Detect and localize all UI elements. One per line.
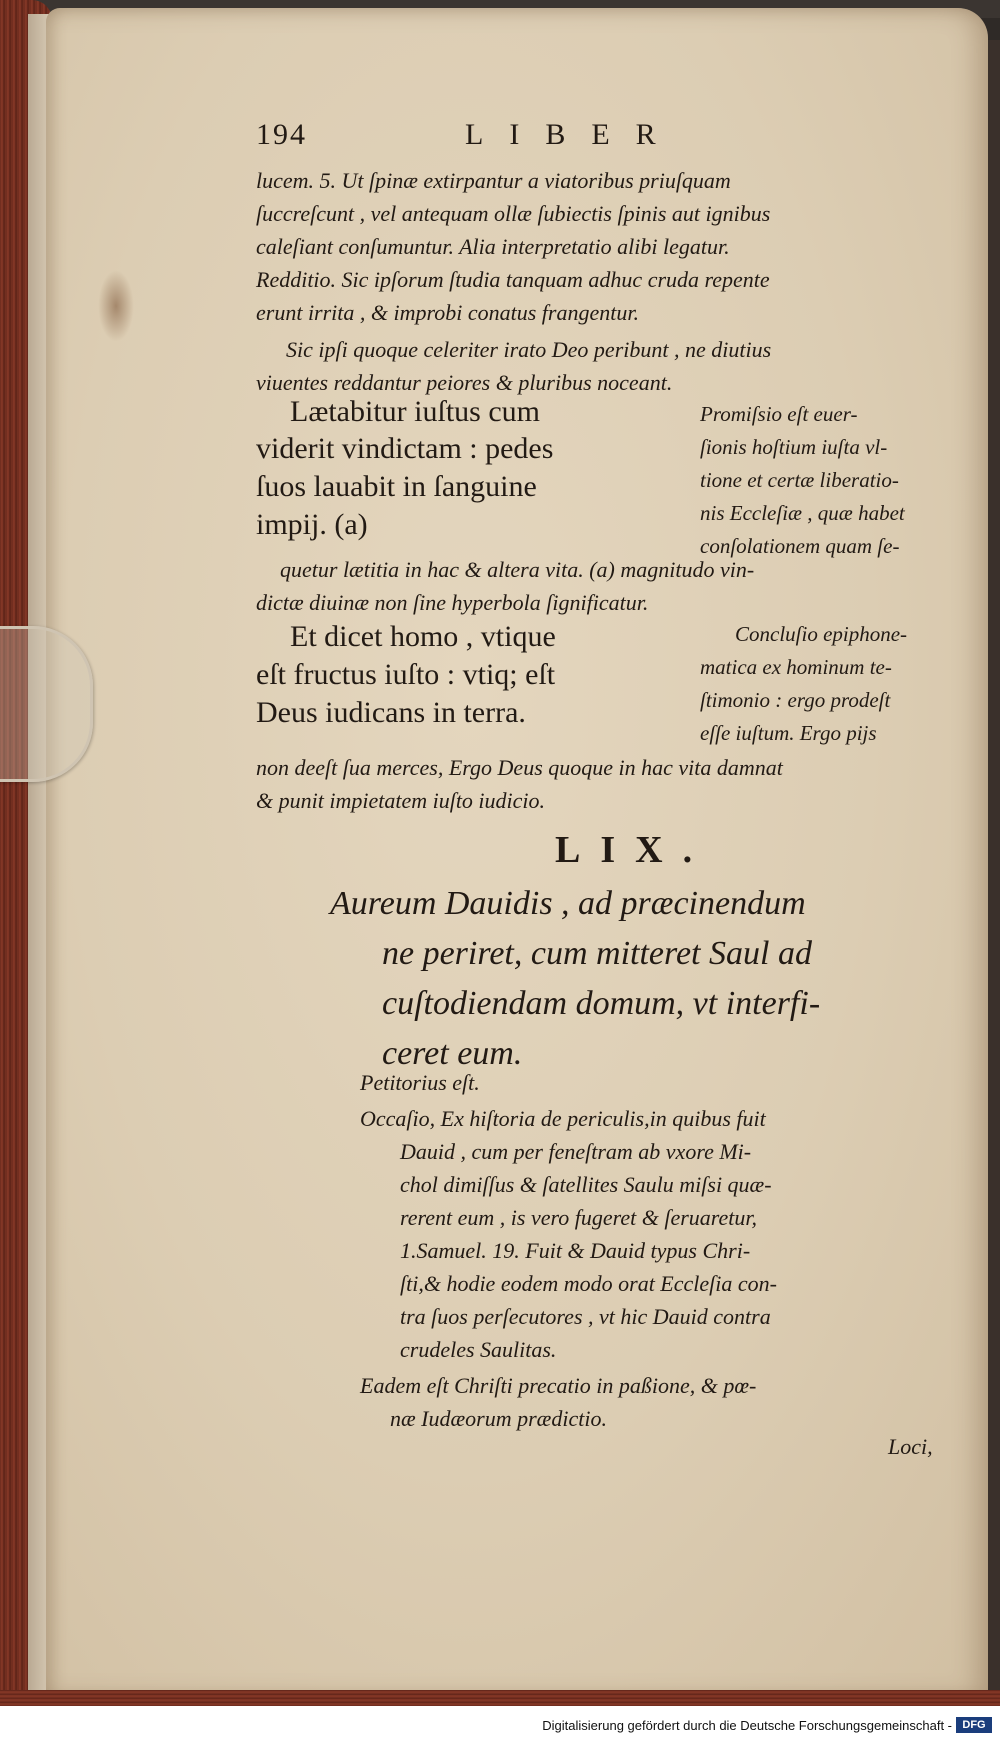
verse-line: Lætabitur iuſtus cum xyxy=(290,395,540,428)
note-line: tra ſuos perſecutores , vt hic Dauid contra xyxy=(400,1304,771,1329)
verse-line: Et dicet homo , vtique xyxy=(290,620,556,653)
note-line: 1.Samuel. 19. Fuit & Dauid typus Chri- xyxy=(400,1238,751,1263)
book-edge-bottom xyxy=(0,1690,1000,1706)
margin-gloss-line: Concluſio epiphone- xyxy=(735,622,908,646)
commentary-line: Redditio. Sic ipſorum ſtudia tanquam adhuc cruda repente xyxy=(256,267,770,292)
margin-gloss-line: Promiſsio eſt euer- xyxy=(700,402,858,426)
dfg-logo: DFG xyxy=(956,1717,992,1733)
commentary-line: erunt irrita , & improbi conatus frangentur. xyxy=(256,300,639,325)
commentary-line: quetur lætitia in hac & altera vita. (a) magnitudo vin- xyxy=(280,557,755,582)
note-line: næ Iudæorum prædictio. xyxy=(390,1406,607,1431)
margin-gloss-line: tione et certæ liberatio- xyxy=(700,468,899,492)
verse-line: Deus iudicans in terra. xyxy=(256,696,526,729)
page-stain xyxy=(98,270,134,342)
bookmark-ribbon xyxy=(0,626,93,782)
note-line: Occaſio, Ex hiſtoria de periculis,in quibus fuit xyxy=(360,1106,766,1131)
note-line: Petitorius eſt. xyxy=(360,1070,480,1095)
verse-line: impij. (a) xyxy=(256,508,368,541)
margin-gloss-line: eſſe iuſtum. Ergo pijs xyxy=(700,721,877,745)
note-line: Eadem eſt Chriſti precatio in paßione, & pœ- xyxy=(360,1373,757,1398)
commentary-line: dictæ diuinæ non ſine hyperbola ſignificatur. xyxy=(256,590,649,615)
psalm-title-line: Aureum Dauidis , ad præcinendum xyxy=(330,885,806,922)
margin-gloss-line: conſolationem quam ſe- xyxy=(700,534,900,558)
psalm-title-line: ne periret, cum mitteret Saul ad xyxy=(382,935,812,972)
note-line: ſti,& hodie eodem modo orat Eccleſia con- xyxy=(400,1271,777,1296)
running-title: LIBER xyxy=(465,118,682,151)
commentary-line: & punit impietatem iuſto iudicio. xyxy=(256,788,546,813)
commentary-line: ſuccreſcunt , vel antequam ollæ ſubiectis ſpinis aut ignibus xyxy=(256,201,771,226)
psalm-number: LIX. xyxy=(555,829,713,871)
footer-credit: Digitalisierung gefördert durch die Deutsche Forschungsgemeinschaft - xyxy=(542,1718,952,1733)
catchword: Loci, xyxy=(888,1434,933,1459)
note-line: chol dimiſſus & ſatellites Saulu miſsi quæ- xyxy=(400,1172,772,1197)
note-line: crudeles Saulitas. xyxy=(400,1337,557,1362)
note-line: Dauid , cum per feneſtram ab vxore Mi- xyxy=(400,1139,752,1164)
verse-line: viderit vindictam : pedes xyxy=(256,432,554,465)
margin-gloss-line: ſionis hoſtium iuſta vl- xyxy=(700,435,888,459)
note-line: rerent eum , is vero fugeret & ſeruaretur, xyxy=(400,1205,758,1230)
margin-gloss-line: nis Eccleſiæ , quæ habet xyxy=(700,501,905,525)
page-number: 194 xyxy=(256,118,307,151)
commentary-line: Sic ipſi quoque celeriter irato Deo peribunt , ne diutius xyxy=(286,337,772,362)
commentary-line: lucem. 5. Ut ſpinæ extirpantur a viatoribus priuſquam xyxy=(256,168,731,193)
psalm-title-line: ceret eum. xyxy=(382,1035,523,1072)
book-page xyxy=(46,8,988,1698)
commentary-line: caleſiant conſumuntur. Alia interpretatio alibi legatur. xyxy=(256,234,730,259)
verse-line: eſt fructus iuſto : vtiq; eſt xyxy=(256,658,556,691)
margin-gloss-line: ſtimonio : ergo prodeſt xyxy=(700,688,891,712)
verse-line: ſuos lauabit in ſanguine xyxy=(256,470,537,503)
commentary-line: viuentes reddantur peiores & pluribus noceant. xyxy=(256,370,673,395)
commentary-line: non deeſt ſua merces, Ergo Deus quoque in hac vita damnat xyxy=(256,755,783,780)
psalm-title-line: cuſtodiendam domum, vt interfi- xyxy=(382,985,821,1022)
margin-gloss-line: matica ex hominum te- xyxy=(700,655,892,679)
